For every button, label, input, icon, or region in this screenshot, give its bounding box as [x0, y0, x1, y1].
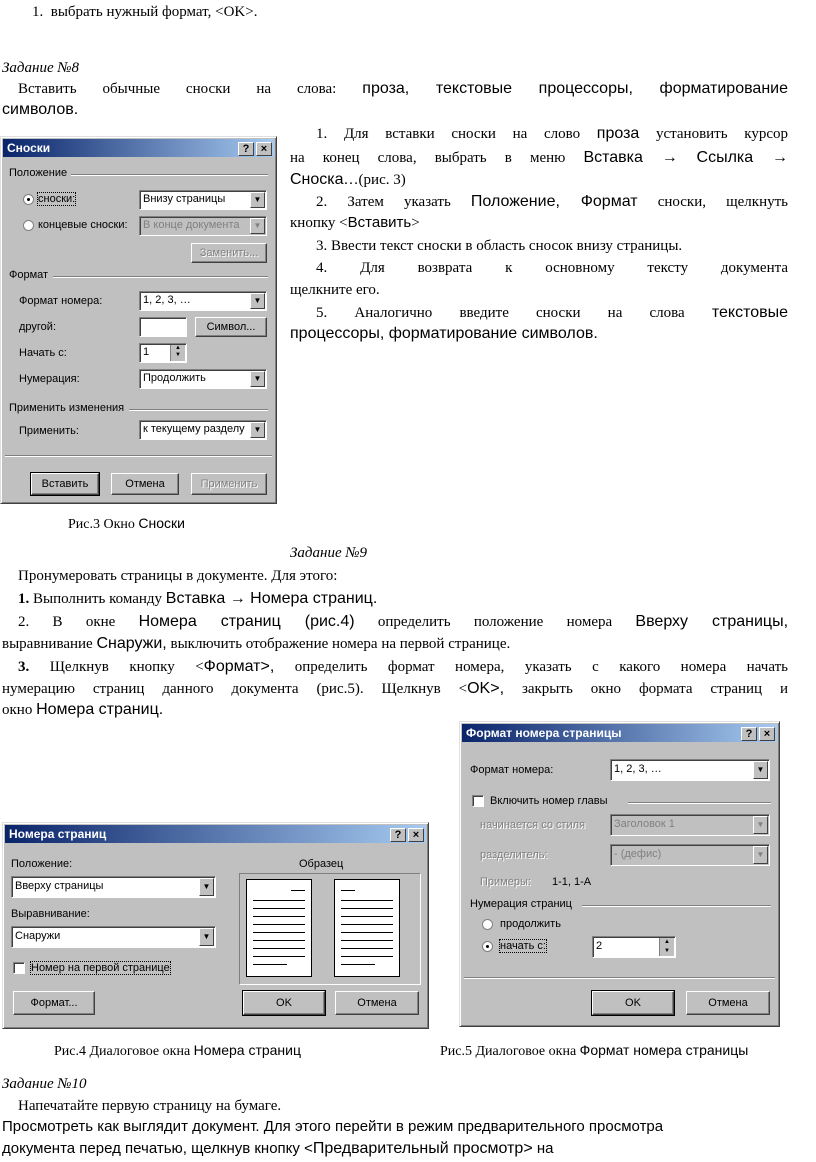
- ok-button[interactable]: OK: [243, 991, 325, 1015]
- caption-text: Рис.5 Диалоговое окна: [440, 1044, 580, 1059]
- step-term: Вверху страницы,: [635, 613, 789, 630]
- task8-step-5: [316, 302, 788, 324]
- position-label: Положение:: [11, 858, 73, 870]
- step-text: …(рис. 3): [343, 172, 406, 188]
- chevron-down-icon[interactable]: ▼: [250, 371, 265, 387]
- group-divider: [628, 802, 771, 804]
- radio-start-at-label[interactable]: начать с:: [500, 940, 546, 952]
- step-text: Выполнить команду: [29, 591, 166, 607]
- close-button[interactable]: ×: [256, 142, 272, 156]
- first-page-checkbox[interactable]: [13, 962, 25, 974]
- start-at-spinner[interactable]: [592, 936, 676, 958]
- task9-step-2-l2: [2, 634, 510, 654]
- step-text: сноски, щелкнуть: [637, 194, 789, 210]
- separator-select[interactable]: [610, 844, 770, 866]
- select-value: Внизу страницы: [143, 193, 226, 205]
- examples-value: 1-1, 1-A: [552, 876, 592, 888]
- task10-text: на: [532, 1140, 554, 1157]
- help-button[interactable]: ?: [741, 727, 757, 741]
- caption-term: Формат номера страницы: [579, 1042, 749, 1058]
- task10-text: документа перед печатью, щелкнув кнопку <: [2, 1140, 313, 1157]
- replace-button[interactable]: Заменить...: [191, 243, 267, 263]
- number-format-label: Формат номера:: [19, 295, 103, 307]
- caption-text: Рис.3 Окно: [68, 517, 139, 532]
- step-text: определить формат номера, указать с какого номера начать: [274, 659, 788, 675]
- task8-intro-words: проза, текстовые процессоры, форматирование: [362, 80, 788, 97]
- step-text: Аналогично введите сноски на слова: [354, 305, 712, 321]
- include-chapter-checkbox[interactable]: [472, 795, 484, 807]
- caption-text: Рис.4 Диалоговое окна: [54, 1044, 194, 1059]
- step-term: Вставка → Номера страниц.: [165, 590, 378, 607]
- task10-text: Напечатайте первую страницу на бумаге.: [18, 1098, 282, 1114]
- task9-step-3: [18, 656, 788, 678]
- step-text: >: [411, 215, 420, 231]
- task8-title: [2, 58, 79, 78]
- step-number: 1.: [18, 591, 30, 607]
- examples-label: Примеры:: [480, 876, 531, 888]
- step-text: щелкните его.: [290, 282, 380, 298]
- step-term: Положение, Формат: [470, 193, 638, 210]
- task10-line-3: [2, 1139, 553, 1159]
- apply-label: Применить:: [19, 425, 79, 437]
- task10-title-text: Задание №10: [2, 1076, 87, 1092]
- figure3-caption: [68, 513, 185, 535]
- group-divider: [53, 276, 268, 278]
- task8-step-1: [316, 123, 788, 145]
- step-number: 2.: [316, 194, 328, 210]
- close-button[interactable]: ×: [408, 828, 424, 842]
- task8-step-4: [316, 258, 788, 278]
- task10-term: Предварительный просмотр>: [312, 1140, 533, 1157]
- list-number: 1.: [32, 4, 44, 20]
- caption-term: Сноски: [138, 515, 185, 531]
- chapter-style-select[interactable]: [610, 814, 770, 836]
- sample-page-right: [334, 879, 400, 977]
- task9-intro: [18, 566, 337, 586]
- chevron-down-icon[interactable]: ▼: [250, 293, 265, 309]
- step-number: 1.: [316, 126, 328, 142]
- list-text: выбрать нужный формат, <OK>.: [50, 4, 258, 20]
- chevron-down-icon[interactable]: ▼: [199, 928, 214, 946]
- group-format-label: Формат: [9, 269, 49, 281]
- select-value: - (дефис): [614, 848, 662, 860]
- footnotes-position-select[interactable]: [139, 190, 267, 210]
- task10-text: Просмотреть как выглядит документ. Для этого перейти в режим предварительного просмотра: [2, 1118, 664, 1135]
- align-label: Выравнивание:: [11, 908, 90, 920]
- dialog-title: Номера страниц: [9, 827, 107, 841]
- group-apply-label: Применить изменения: [9, 402, 125, 414]
- step-term: Сноска: [290, 171, 344, 188]
- separator-label: разделитель:: [480, 849, 548, 861]
- task8-step-5-l2: [290, 324, 598, 344]
- task8-step-1-l2: [290, 147, 788, 169]
- help-button[interactable]: ?: [390, 828, 406, 842]
- step-term: процессоры, форматирование символов.: [290, 325, 598, 342]
- help-button[interactable]: ?: [238, 142, 254, 156]
- include-chapter-label[interactable]: Включить номер главы: [490, 795, 608, 807]
- task8-step-2-l2: [290, 213, 420, 233]
- task9-step-1: [18, 589, 377, 609]
- other-label: другой:: [19, 321, 57, 333]
- select-value: Вверху страницы: [15, 880, 104, 892]
- page-number-format-dialog: [459, 721, 780, 1027]
- cancel-button[interactable]: Отмена: [335, 991, 419, 1015]
- task8-intro: [18, 78, 788, 100]
- sample-label: Образец: [299, 858, 344, 870]
- step-text: кнопку <: [290, 215, 348, 231]
- insert-button[interactable]: Вставить: [31, 473, 99, 495]
- radio-continue-label[interactable]: продолжить: [500, 918, 561, 930]
- top-list-item: [32, 2, 257, 22]
- step-term: Снаружи,: [96, 635, 167, 652]
- task9-intro-text: Пронумеровать страницы в документе. Для этого:: [18, 568, 338, 584]
- task8-step-2: [316, 191, 788, 213]
- bottom-divider: [5, 455, 272, 457]
- position-select[interactable]: [11, 876, 216, 898]
- spinner-arrows-icon[interactable]: ▲ ▼: [659, 938, 674, 956]
- dialog-title: Формат номера страницы: [466, 726, 622, 740]
- select-value: 1, 2, 3, …: [614, 763, 662, 775]
- step-number: 5.: [316, 305, 328, 321]
- radio-endnotes-label[interactable]: концевые сноски:: [38, 219, 128, 231]
- task8-step-4-l2: [290, 280, 380, 300]
- close-button[interactable]: ×: [759, 727, 775, 741]
- step-term: Номера страниц.: [36, 701, 164, 718]
- start-at-spinner[interactable]: [139, 343, 187, 363]
- other-symbol-input[interactable]: [139, 317, 187, 337]
- page-numbers-dialog-titlebar: [5, 825, 426, 843]
- select-value: к текущему разделу: [143, 423, 245, 435]
- cancel-button[interactable]: Отмена: [686, 991, 770, 1015]
- chevron-down-icon[interactable]: ▼: [250, 192, 265, 208]
- step-term: Вставить: [347, 214, 412, 231]
- task9-title: [290, 543, 367, 563]
- step-text: Ввести текст сноски в область сносок внизу страницы.: [331, 238, 683, 254]
- step-text: нумерацию страниц данного документа (рис.5). Щелкнув <: [2, 681, 468, 697]
- task8-intro-words-2: символов: [2, 101, 74, 118]
- step-term: OK>,: [467, 680, 505, 697]
- task8-step-1-l3: [290, 170, 406, 190]
- apply-button[interactable]: Применить: [191, 473, 267, 495]
- step-text: Затем указать: [347, 194, 471, 210]
- sample-page-left: [246, 879, 312, 977]
- endnotes-position-select[interactable]: [139, 216, 267, 236]
- group-divider: [71, 174, 268, 176]
- caption-term: Номера страниц: [193, 1042, 301, 1058]
- start-label: Начать с:: [19, 347, 67, 359]
- figure5-caption: [440, 1040, 748, 1062]
- select-value: 1, 2, 3, …: [143, 294, 191, 306]
- task10-line-2: [2, 1117, 663, 1137]
- step-text: окно: [2, 702, 37, 718]
- step-term: Формат>,: [203, 658, 275, 675]
- task9-title-text: Задание №9: [290, 545, 368, 561]
- format-button[interactable]: Формат...: [13, 991, 95, 1015]
- step-text: закрыть окно формата страниц и: [504, 681, 789, 697]
- number-format-label: Формат номера:: [470, 764, 554, 776]
- select-value: Заголовок 1: [614, 818, 675, 830]
- task9-step-2: [18, 611, 788, 633]
- group-divider: [582, 905, 771, 907]
- radio-endnotes[interactable]: [23, 220, 34, 231]
- task8-step-3: [316, 236, 682, 256]
- dialog-title: Сноски: [7, 141, 51, 155]
- footnotes-dialog-titlebar: [3, 139, 274, 157]
- step-term: текстовые: [711, 304, 789, 321]
- step-text: Для вставки сноски на слово: [343, 126, 597, 142]
- group-numbering-label: Нумерация страниц: [470, 898, 572, 910]
- task8-intro-cont: символов.: [2, 101, 79, 118]
- step-term: Вставка → Ссылка →: [583, 149, 788, 166]
- step-text: выключить отображение номера на первой странице.: [166, 636, 511, 652]
- chevron-down-icon[interactable]: ▼: [753, 846, 768, 864]
- align-select[interactable]: [11, 926, 216, 948]
- radio-footnotes-label[interactable]: сноски:: [38, 193, 76, 205]
- spinner-value: 2: [596, 940, 603, 952]
- step-number: 4.: [316, 260, 328, 276]
- spinner-arrows-icon[interactable]: ▲ ▼: [170, 345, 185, 361]
- step-term: Номера страниц (рис.4): [138, 613, 355, 630]
- radio-footnotes[interactable]: [23, 194, 34, 205]
- step-text: Щелкнув кнопку <: [29, 659, 204, 675]
- chevron-down-icon[interactable]: ▼: [753, 761, 768, 779]
- step-number: 2.: [18, 614, 30, 630]
- step-text: на конец слова, выбрать в меню: [290, 150, 584, 166]
- page-numbers-dialog: [2, 822, 429, 1029]
- group-divider: [129, 409, 268, 411]
- step-text: определить положение номера: [354, 614, 636, 630]
- sample-preview: [239, 873, 421, 985]
- apply-to-select[interactable]: [139, 420, 267, 440]
- task9-step-3-l3: [2, 700, 163, 720]
- step-text: установить курсор: [639, 126, 788, 142]
- task10-line-1: [18, 1096, 281, 1116]
- bottom-divider: [464, 977, 775, 979]
- numbering-select[interactable]: [139, 369, 267, 389]
- step-number: 3.: [316, 238, 328, 254]
- radio-continue[interactable]: [482, 919, 493, 930]
- group-position-label: Положение: [9, 167, 68, 179]
- chapter-style-label: начинается со стиля: [480, 819, 586, 831]
- cancel-button[interactable]: Отмена: [111, 473, 179, 495]
- chevron-down-icon[interactable]: ▼: [199, 878, 214, 896]
- spinner-value: 1: [143, 346, 150, 358]
- task8-intro-text: Вставить обычные сноски на слова:: [18, 81, 363, 97]
- footnotes-dialog: [0, 136, 277, 504]
- number-format-select[interactable]: [139, 291, 267, 311]
- step-number: 3.: [18, 659, 30, 675]
- chevron-down-icon[interactable]: ▼: [250, 218, 265, 234]
- chevron-down-icon[interactable]: ▼: [753, 816, 768, 834]
- select-value: Снаружи: [15, 930, 61, 942]
- step-text: В окне: [52, 614, 139, 630]
- task8-title-text: Задание №8: [2, 60, 80, 76]
- step-term: проза: [596, 125, 640, 142]
- format-dialog-titlebar: [462, 724, 777, 742]
- radio-start-at[interactable]: [482, 941, 493, 952]
- select-value: В конце документа: [143, 219, 240, 231]
- ok-button[interactable]: OK: [592, 991, 674, 1015]
- step-text: выравнивание: [2, 636, 97, 652]
- numbering-label: Нумерация:: [19, 373, 80, 385]
- task9-step-3-l2: [2, 678, 788, 700]
- select-value: Продолжить: [143, 372, 206, 384]
- task10-title: [2, 1074, 87, 1094]
- number-format-select[interactable]: [610, 759, 770, 781]
- figure4-caption: [54, 1040, 301, 1062]
- first-page-label[interactable]: Номер на первой странице: [31, 962, 170, 974]
- symbol-button[interactable]: Символ...: [195, 317, 267, 337]
- step-text: Для возврата к основному тексту документа: [360, 260, 788, 276]
- chevron-down-icon[interactable]: ▼: [250, 422, 265, 438]
